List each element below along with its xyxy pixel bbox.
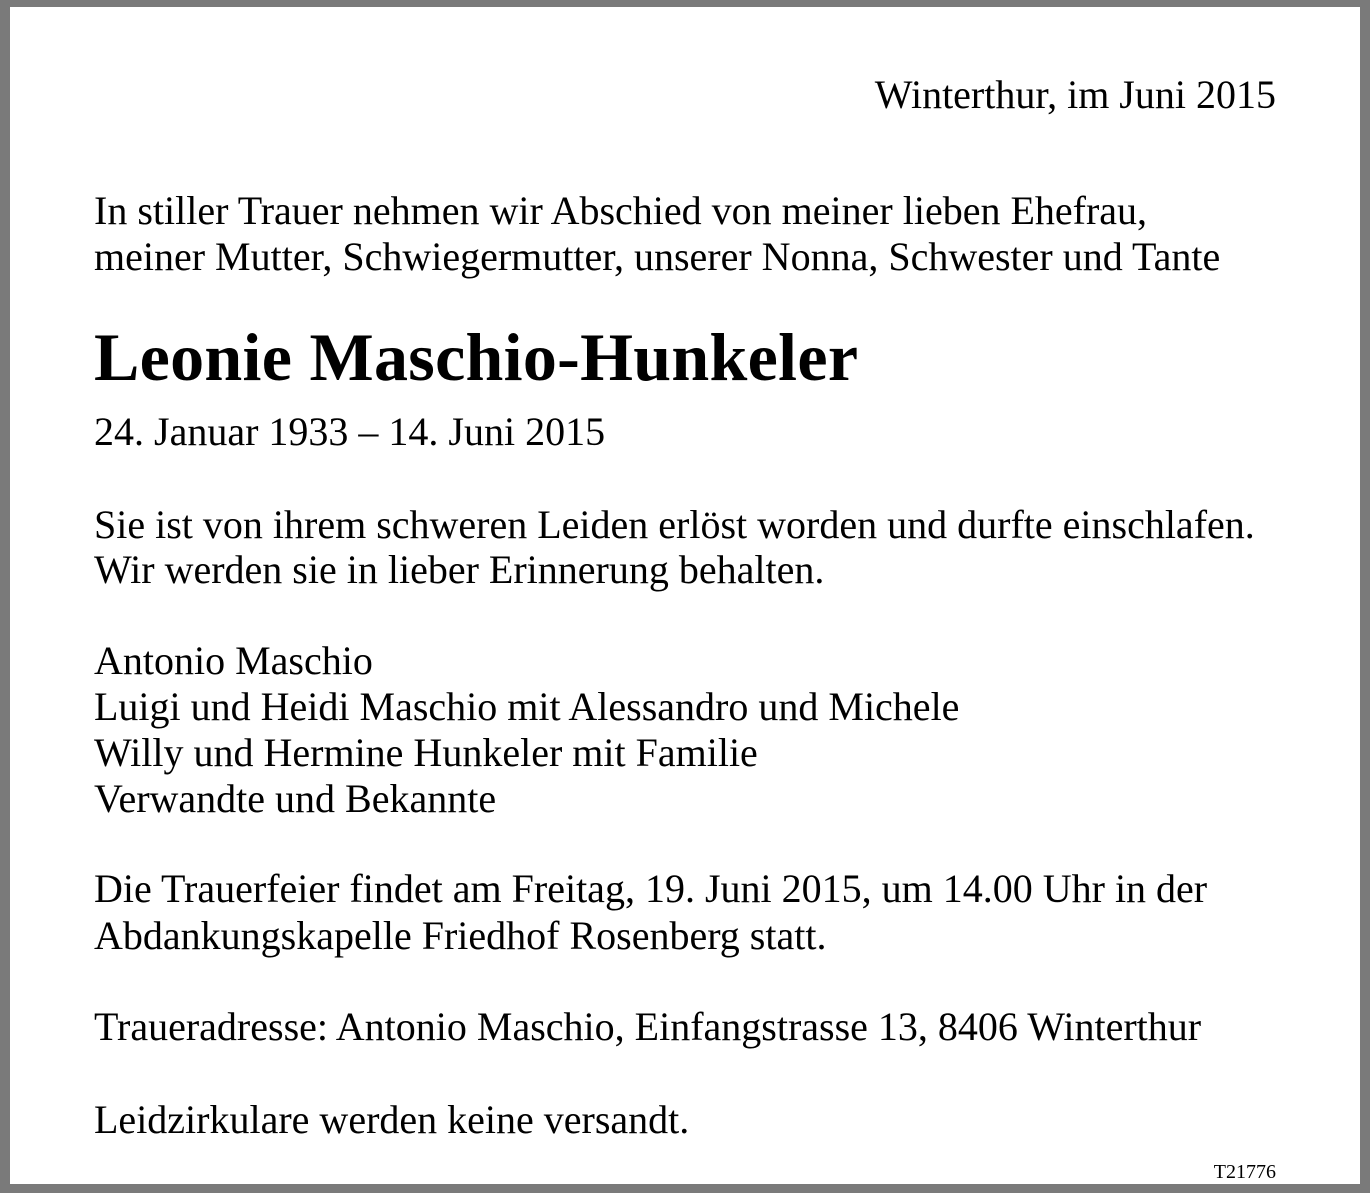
intro-line-2: meiner Mutter, Schwiegermutter, unserer Nonna, Schwester und Tante [94,234,1221,279]
message-line-1: Sie ist von ihrem schweren Leiden erlöst worden und durfte einschlafen. [94,502,1255,547]
reference-code: T21776 [1213,1161,1276,1183]
deceased-name: Leonie Maschio-Hunkeler [94,319,859,395]
circular-note: Leidzirkulare werden keine versandt. [94,1097,690,1142]
service-line-2: Abdankungskapelle Friedhof Rosenberg statt. [94,913,827,958]
family-member: Verwandte und Bekannte [94,776,497,821]
intro-line-1: In stiller Trauer nehmen wir Abschied von meiner lieben Ehefrau, [94,188,1148,233]
mourning-address: Traueradresse: Antonio Maschio, Einfangstrasse 13, 8406 Winterthur [94,1004,1202,1049]
service-line-1: Die Trauerfeier findet am Freitag, 19. Juni 2015, um 14.00 Uhr in der [94,866,1208,911]
place-date: Winterthur, im Juni 2015 [874,72,1276,117]
message-line-2: Wir werden sie in lieber Erinnerung behalten. [94,547,825,592]
family-member: Luigi und Heidi Maschio mit Alessandro und Michele [94,684,960,729]
family-member: Willy und Hermine Hunkeler mit Familie [94,730,758,775]
family-member: Antonio Maschio [94,638,373,683]
life-dates: 24. Januar 1933 – 14. Juni 2015 [94,409,606,454]
